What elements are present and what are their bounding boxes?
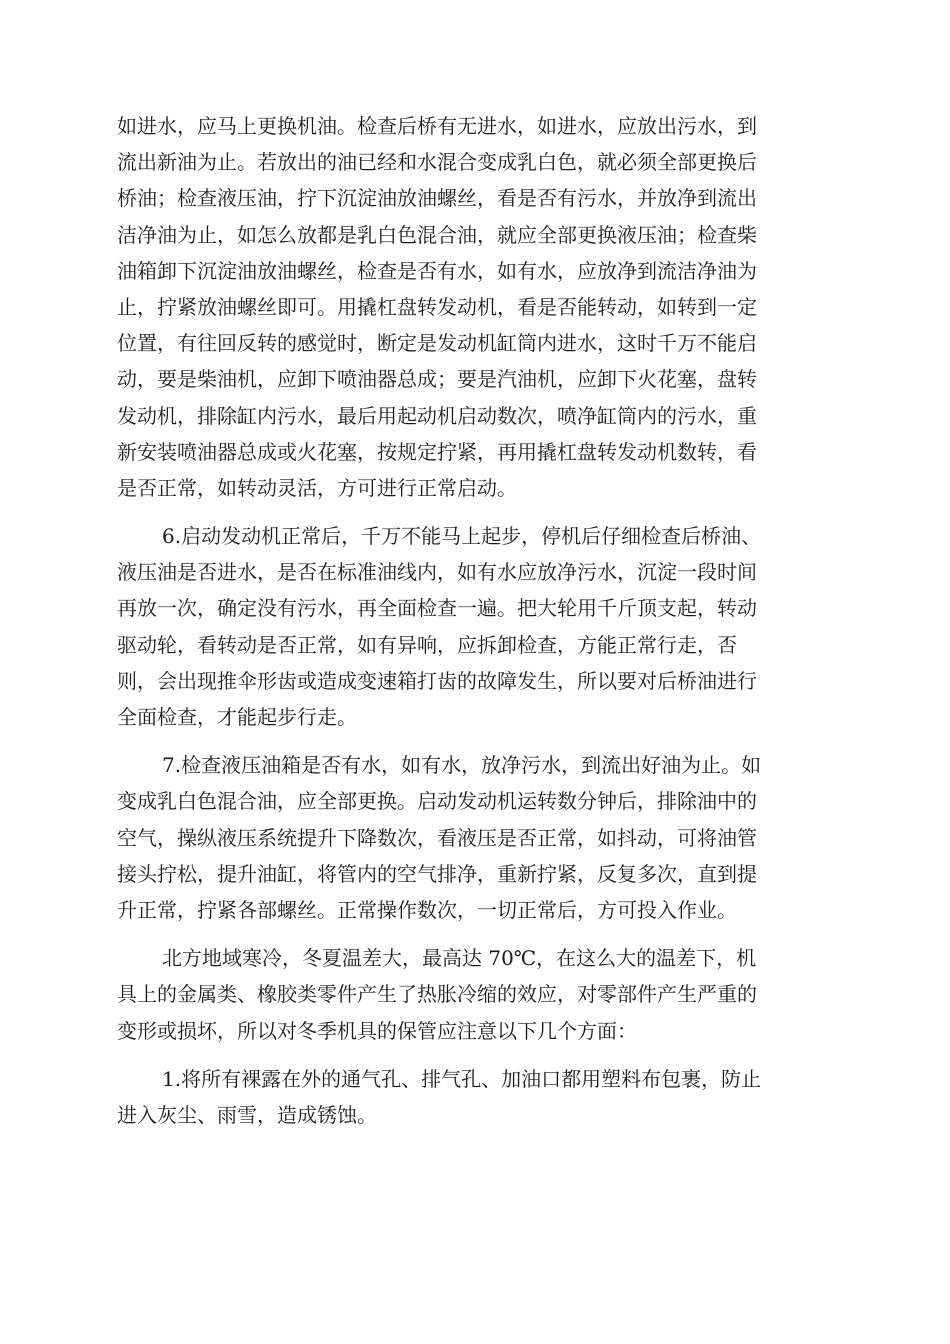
text-line: 发动机，排除缸内污水，最后用起动机启动数次，喷净缸筒内的污水，重 (117, 403, 757, 428)
text-line: 油箱卸下沉淀油放油螺丝，检查是否有水，如有水，应放净到流洁净油为 (117, 258, 757, 283)
text-line: 流出新油为止。若放出的油已经和水混合变成乳白色，就必须全部更换后 (117, 150, 757, 175)
text-line: 变形或损坏，所以对冬季机具的保管应注意以下几个方面： (117, 1018, 637, 1043)
text-line: 则，会出现推伞形齿或造成变速箱打齿的故障发生，所以要对后桥油进行 (117, 668, 757, 693)
text-line: 进入灰尘、雨雪，造成锈蚀。 (117, 1102, 377, 1127)
text-line: 是否正常，如转动灵活，方可进行正常启动。 (117, 475, 517, 500)
text-line: 如进水，应马上更换机油。检查后桥有无进水，如进水，应放出污水，到 (117, 114, 757, 138)
text-line: 变成乳白色混合油，应全部更换。启动发动机运转数分钟后，排除油中的 (117, 789, 757, 814)
paragraph-item-1 (117, 1061, 833, 1133)
text-line: 洁净油为止，如怎么放都是乳白色混合油，就应全部更换液压油；检查柴 (117, 222, 757, 247)
text-line: 驱动轮，看转动是否正常，如有异响，应拆卸检查，方能正常行走，否 (117, 632, 737, 657)
text-line: 止，拧紧放油螺丝即可。用撬杠盘转发动机，看是否能转动，如转到一定 (117, 294, 757, 319)
text-line: 具上的金属类、橡胶类零件产生了热胀冷缩的效应，对零部件产生严重的 (117, 982, 757, 1007)
text-line: 液压油是否进水，是否在标准油线内，如有水应放净污水，沉淀一段时间 (117, 560, 757, 585)
text-line: 位置，有往回反转的感觉时，断定是发动机缸筒内进水，这时千万不能启 (117, 331, 757, 356)
document-page (117, 108, 833, 1133)
paragraph-north-climate (117, 940, 833, 1049)
text-line: 1.将所有裸露在外的通气孔、排气孔、加油口都用塑料布包裹，防止 (162, 1066, 762, 1091)
text-line: 再放一次，确定没有污水，再全面检查一遍。把大轮用千斤顶支起，转动 (117, 596, 757, 621)
paragraph-item-7 (117, 747, 833, 928)
text-line: 全面检查，才能起步行走。 (117, 705, 357, 729)
text-line: 动，要是柴油机，应卸下喷油器总成；要是汽油机，应卸下火花塞，盘转 (117, 367, 757, 392)
text-line: 桥油；检查液压油，拧下沉淀油放油螺丝，看是否有污水，并放净到流出 (117, 186, 757, 211)
text-line: 接头拧松，提升油缸，将管内的空气排净，重新拧紧，反复多次，直到提 (117, 861, 757, 886)
paragraph-continued (117, 108, 833, 506)
text-line: 6.启动发动机正常后，千万不能马上起步，停机后仔细检查后桥油、 (162, 524, 762, 549)
text-line: 新安装喷油器总成或火花塞，按规定拧紧，再用撬杠盘转发动机数转，看 (117, 439, 757, 464)
paragraph-item-6 (117, 518, 833, 735)
text-line: 空气，操纵液压系统提升下降数次，看液压是否正常，如抖动，可将油管 (117, 825, 757, 850)
text-line: 7.检查液压油箱是否有水，如有水，放净污水，到流出好油为止。如 (162, 753, 762, 778)
text-line: 升正常，拧紧各部螺丝。正常操作数次，一切正常后，方可投入作业。 (117, 897, 737, 922)
text-line: 北方地域寒冷，冬夏温差大，最高达 70℃，在这么大的温差下，机 (162, 946, 757, 971)
